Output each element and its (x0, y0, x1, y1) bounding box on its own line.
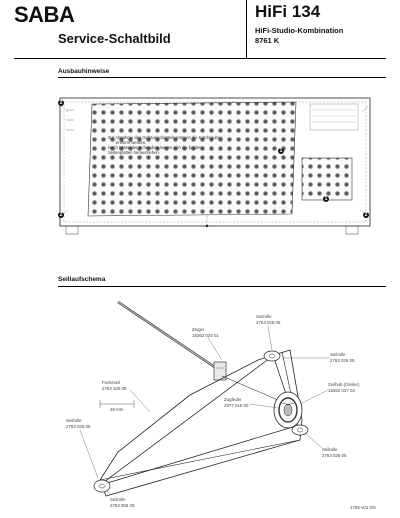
zeiger-text: Zeiger (192, 327, 205, 332)
screw-mark-1-module: 1 (324, 196, 328, 202)
note-line-3: Nach Lösen der Schrauben lassen sich die beiden (108, 145, 202, 150)
pulley-bottom-left (94, 480, 110, 492)
note-line-1: Zur Abnahme des Gehäuseoberteils müssen die 5 Schrauben (108, 135, 223, 140)
seilrolle-bottom-text: Seilrolle (110, 497, 126, 502)
label-federseil (102, 380, 126, 391)
seilrolle-top-text: Seilrolle (256, 314, 272, 319)
screw-mark-2-bottom-left: 2 (59, 212, 63, 218)
subtitle-line-2: 8761 K (255, 36, 280, 45)
label-measure: 36 mm (110, 407, 124, 412)
seilrolle-bottom-right-text: Seilrolle (322, 447, 338, 452)
section-heading-ausbau: Ausbauhinweise (58, 68, 110, 75)
pulley-top (264, 351, 280, 361)
model-title: HiFi 134 (255, 2, 321, 21)
zugfeder-part-number: 2977 015 00 (224, 402, 249, 408)
seilrolle-top-part-number: 2763 025 05 (256, 319, 281, 325)
screw-mark-2-top-left: 2 (59, 100, 63, 106)
label-seilrolle-right (330, 352, 354, 363)
subtitle-line-1: HiFi-Studio-Kombination (255, 26, 344, 35)
zugfeder-text: Zugfeder (224, 397, 242, 402)
section-heading-seil: Seillaufschema (58, 276, 106, 283)
label-zeilhub (328, 382, 359, 393)
cable-run-diagonal (104, 358, 270, 482)
seilrolle-left-text: Seilrolle (66, 418, 82, 423)
note-line-4: Seitenplatten herausziehen. (108, 150, 160, 155)
label-seilrolle-bottom-right (322, 447, 346, 458)
label-seilrolle-bottom (110, 497, 134, 508)
label-zugfeder (224, 397, 248, 408)
label-zeiger (192, 327, 219, 338)
federseil-part-number: 2763 100 05 (102, 385, 127, 391)
seilrolle-left-part-number: 2763 025 05 (66, 423, 91, 429)
seilrolle-bottom-part-number: 2763 005 05 (110, 502, 135, 508)
document-title: Service-Schaltbild (58, 31, 171, 46)
note-line-2: entfernt werden. (116, 140, 147, 145)
seilrolle-bottom-right-part-number: 2763 026 05 (322, 452, 347, 458)
footer-code: 1706-v01 0/6 (350, 505, 376, 510)
zeilhub-text: Zeilhub (Gleiter) (328, 382, 360, 387)
cable-run-bottom (104, 426, 296, 484)
brand-logo: SABA (14, 2, 75, 27)
label-seilrolle-left (66, 418, 90, 429)
seilrolle-right-part-number: 2763 026 05 (330, 357, 355, 363)
screw-mark-2-bottom-right: 2 (364, 212, 368, 218)
zeiger-part-number: 15362 020 01 (192, 332, 219, 338)
screw-mark-1-center: 1 (279, 148, 283, 154)
seilrolle-right-text: Seilrolle (330, 352, 346, 357)
federseil-text: Federseil (102, 380, 121, 385)
label-seilrolle-top (256, 314, 280, 325)
zeilhub-part-number: 15362 037 03 (328, 387, 355, 393)
